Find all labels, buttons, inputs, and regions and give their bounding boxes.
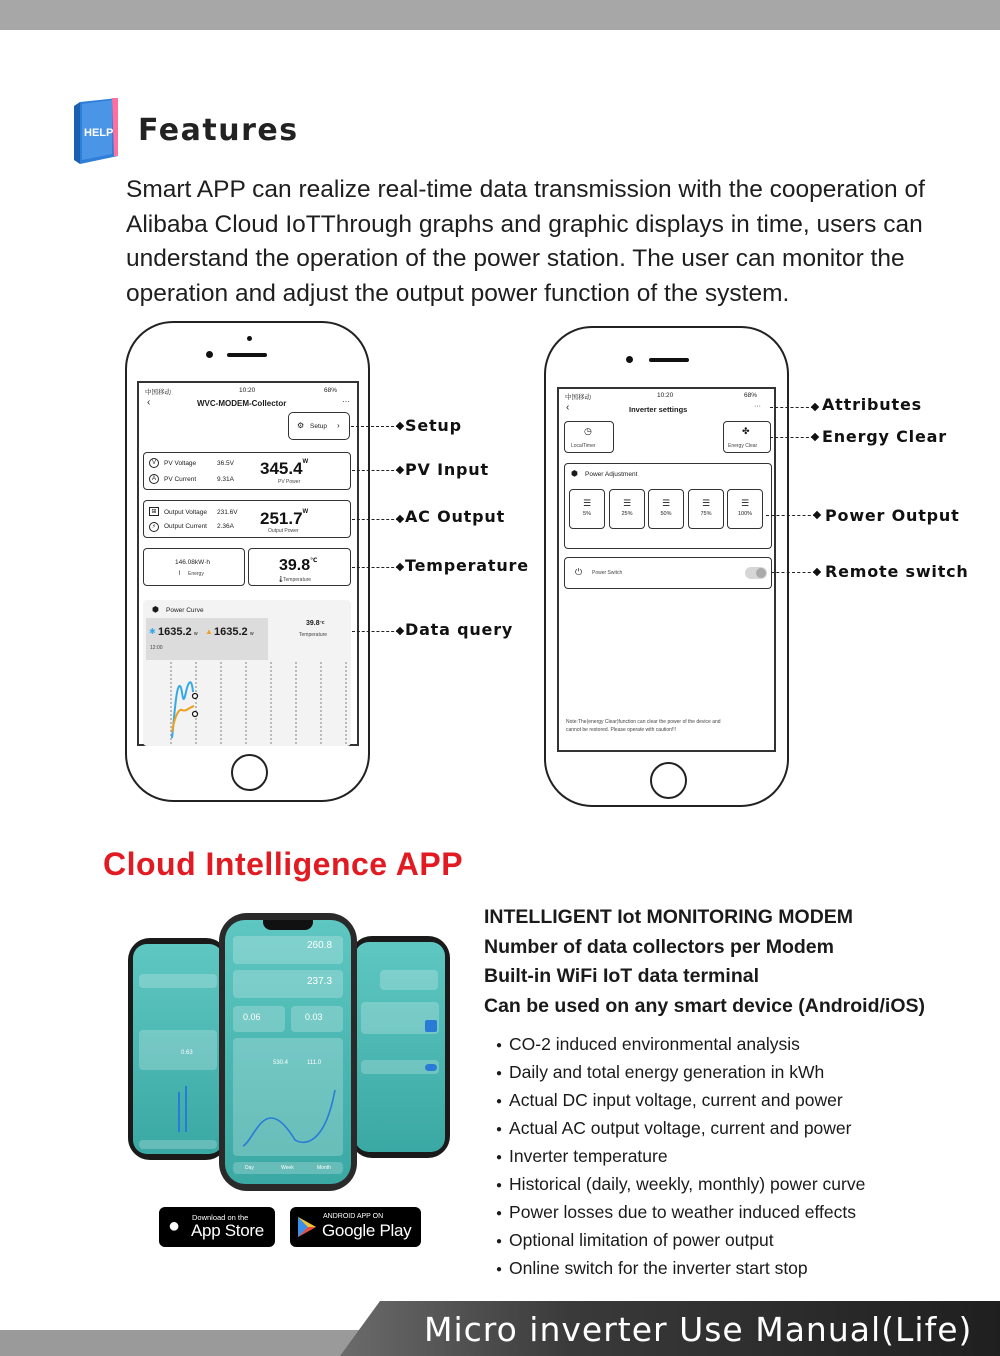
- feature-heading: Can be used on any smart device (Android/iOS): [484, 994, 926, 1017]
- callout-line-pv: [352, 470, 399, 471]
- power-icon: ⏻: [575, 567, 583, 577]
- gear-icon: ⚙: [297, 421, 305, 430]
- callout-line-query: [352, 631, 399, 632]
- callout-setup: Setup: [405, 416, 462, 435]
- setup-label: Setup: [310, 423, 327, 430]
- app-store-line1: Download on the: [192, 1213, 249, 1222]
- status-time: 10:20: [657, 392, 674, 399]
- mockup-phone-right: [350, 936, 450, 1158]
- pv-power-value: 345.4: [260, 459, 303, 478]
- sliders-icon: ☰: [582, 498, 592, 508]
- nav-title: Inverter settings: [629, 405, 688, 414]
- mockup-pv-power: 260.8: [307, 940, 333, 951]
- callout-data-query: Data query: [405, 620, 514, 639]
- power-curve-title: Power Curve: [166, 607, 204, 614]
- curve-temp-value: 39.8: [306, 620, 320, 627]
- callout-remote-switch: Remote switch: [825, 562, 969, 581]
- power-25-button[interactable]: [609, 489, 645, 529]
- output-icon: ▲: [205, 627, 213, 636]
- list-item: ● Inverter temperature: [496, 1143, 865, 1171]
- list-item: ● Actual AC output voltage, current and power: [496, 1115, 865, 1143]
- phone-sensor: [206, 351, 213, 358]
- features-title: Features: [138, 113, 299, 148]
- app-store-line2: App Store: [191, 1221, 264, 1240]
- mockup-value-b: 0.03: [305, 1012, 323, 1022]
- power-100-button[interactable]: [727, 489, 763, 529]
- callout-line-attributes: [770, 407, 814, 408]
- pulse-icon: ⌇: [178, 571, 181, 577]
- percent-label: 5%: [583, 511, 591, 517]
- mockup-tab-month: Month: [317, 1165, 331, 1171]
- fan-icon: ✤: [742, 426, 750, 436]
- power-curve-header: [146, 618, 268, 660]
- callout-energy-clear: Energy Clear: [822, 427, 947, 446]
- power-curve-chart: [146, 662, 351, 746]
- footer-title: Micro inverter Use Manual(Life): [424, 1310, 973, 1349]
- callout-line-remote-switch: [771, 572, 816, 573]
- setup-button[interactable]: [288, 412, 350, 440]
- pv-power-unit: W: [302, 459, 309, 465]
- phone-speaker: [227, 353, 267, 357]
- status-carrier: 中国移动: [145, 389, 171, 396]
- mockup-curve-chart: [235, 1070, 341, 1150]
- energy-label: Energy: [188, 571, 204, 577]
- pv-card[interactable]: [143, 452, 351, 490]
- temperature-label: Temperature: [283, 577, 312, 583]
- more-icon[interactable]: ···: [342, 397, 350, 406]
- sliders-icon: ☰: [701, 498, 711, 508]
- home-button[interactable]: [231, 754, 268, 791]
- ac-output-card[interactable]: [143, 500, 351, 538]
- mockup-left-value: 0.63: [181, 1050, 193, 1056]
- back-icon[interactable]: ‹: [147, 397, 151, 408]
- output-voltage-label: Output Voltage: [164, 509, 208, 516]
- output-current-value: 2.36A: [217, 523, 234, 530]
- temperature-unit: ℃: [310, 558, 318, 564]
- callout-attributes: Attributes: [822, 395, 922, 414]
- mockup-tab-day: Day: [245, 1165, 254, 1171]
- list-item: ● Power losses due to weather induced effects: [496, 1199, 865, 1227]
- mockup-tab-week: Week: [281, 1165, 294, 1171]
- apple-icon: ●: [168, 1215, 181, 1237]
- help-badge-text: HELP: [84, 127, 114, 139]
- list-item: ● Actual DC input voltage, current and power: [496, 1087, 865, 1115]
- cube-icon: ⬢: [571, 469, 578, 478]
- energy-card[interactable]: [143, 548, 245, 586]
- curve-out-unit: w: [250, 631, 254, 637]
- feature-bullets: [496, 1031, 865, 1283]
- google-play-line1: ANDROID APP ON: [323, 1213, 384, 1220]
- power-switch-row: [564, 557, 772, 589]
- feature-heading: INTELLIGENT Iot MONITORING MODEM: [484, 906, 854, 928]
- power-75-button[interactable]: [688, 489, 724, 529]
- phone-speaker: [649, 358, 689, 362]
- callout-ac-output: AC Output: [405, 507, 506, 526]
- mockup-out-power: 237.3: [307, 976, 333, 987]
- feature-heading: Built-in WiFi IoT data terminal: [484, 965, 759, 987]
- solar-icon: ✱: [149, 627, 156, 636]
- local-timer-label: LocalTimer: [571, 443, 596, 449]
- curve-time: 12:00: [150, 645, 163, 651]
- sliders-icon: ☰: [661, 498, 671, 508]
- curve-pv-value: 1635.2: [158, 626, 192, 638]
- nav-title: WVC-MODEM-Collector: [197, 399, 287, 408]
- output-current-label: Output Current: [164, 523, 207, 530]
- percent-label: 50%: [660, 511, 672, 517]
- voltage-icon: V: [149, 458, 159, 468]
- list-item: ● Online switch for the inverter start stop: [496, 1255, 865, 1283]
- app-store-badge[interactable]: [159, 1207, 275, 1247]
- status-time: 10:20: [239, 387, 256, 394]
- list-item: ● CO-2 induced environmental analysis: [496, 1031, 865, 1059]
- list-item: ● Optional limitation of power output: [496, 1227, 865, 1255]
- help-book-icon: [72, 98, 122, 164]
- callout-line-energy-clear: [770, 437, 814, 438]
- status-carrier: 中国移动: [565, 394, 591, 401]
- callout-pv-input: PV Input: [405, 460, 489, 479]
- curve-temp-label: Temperature: [299, 632, 328, 638]
- callout-line-power-output: [766, 515, 816, 516]
- list-item: ● Daily and total energy generation in kWh: [496, 1059, 865, 1087]
- power-adjustment-title: Power Adjustment: [585, 471, 638, 478]
- lightning-icon: ⚡: [149, 522, 159, 532]
- mockup-curve-a: 530.4: [273, 1060, 289, 1066]
- callout-line-ac: [352, 519, 399, 520]
- pv-voltage-label: PV Voltage: [164, 460, 197, 467]
- thermometer-icon: 🌡: [277, 577, 285, 583]
- intro-paragraph: Smart APP can realize real-time data transmission with the cooperation of Alibaba Cloud IoTThrough graphs and graphic displays in time, users can understand the operation of the power station. The user can monitor the operation and adjust the output power function of the system.: [126, 176, 925, 307]
- temperature-card[interactable]: [248, 548, 351, 586]
- energy-value: 146.08kW·h: [175, 559, 211, 566]
- back-icon[interactable]: ‹: [566, 402, 570, 413]
- more-icon[interactable]: ···: [754, 403, 761, 410]
- feature-heading: Number of data collectors per Modem: [484, 935, 834, 958]
- cloud-app-title: Cloud Intelligence APP: [103, 846, 464, 882]
- top-bar: [0, 0, 1000, 30]
- feature-headings: [484, 903, 925, 1021]
- pv-current-label: PV Current: [164, 476, 197, 483]
- pv-voltage-value: 36.5V: [217, 460, 234, 467]
- energy-clear-label: Energy Clear: [728, 443, 758, 449]
- energy-clear-button[interactable]: [723, 421, 771, 453]
- percent-label: 100%: [737, 511, 753, 517]
- current-icon: A: [149, 474, 159, 484]
- callout-line-setup: [351, 426, 399, 427]
- callout-temperature: Temperature: [405, 556, 529, 575]
- power-switch-toggle[interactable]: [745, 567, 767, 579]
- status-battery: 68%: [744, 392, 758, 399]
- curve-out-value: 1635.2: [214, 626, 248, 638]
- pv-current-value: 9.31A: [217, 476, 234, 483]
- callout-power-output: Power Output: [825, 506, 960, 525]
- output-power-unit: W: [302, 509, 309, 515]
- inverter-settings-screen: [557, 387, 776, 752]
- power-switch-label: Power Switch: [592, 570, 623, 576]
- percent-label: 75%: [700, 511, 712, 517]
- sliders-icon: ☰: [622, 498, 632, 508]
- callout-line-temp: [352, 567, 399, 568]
- mockup-phone-left: [128, 938, 228, 1160]
- sliders-icon: ☰: [740, 498, 750, 508]
- temperature-value: 39.8: [279, 557, 311, 574]
- google-play-line2: Google Play: [322, 1221, 412, 1240]
- mockup-value-a: 0.06: [243, 1012, 261, 1022]
- curve-temp-unit: ℃: [319, 620, 325, 625]
- google-play-badge[interactable]: [290, 1207, 421, 1247]
- output-voltage-value: 231.6V: [217, 509, 238, 516]
- cube-icon: ⬢: [152, 605, 159, 614]
- chevron-right-icon: ›: [337, 421, 340, 430]
- ac-voltage-icon: ⊞: [149, 507, 159, 516]
- output-power-label: Output Power: [268, 528, 299, 534]
- phone-camera: [247, 336, 252, 341]
- mockup-phone-center: [219, 913, 357, 1191]
- mockup-curve-b: 111.0: [307, 1060, 322, 1066]
- local-timer-button[interactable]: [564, 421, 614, 453]
- clock-icon: ◷: [584, 426, 592, 436]
- pv-power-label: PV Power: [278, 479, 301, 485]
- energy-clear-note: Note:The(energy Clear)function can clear the power of the device and cannot be restored. Please operate with caution!!!: [566, 719, 721, 733]
- play-icon: [298, 1217, 316, 1237]
- percent-label: 25%: [621, 511, 633, 517]
- phone-sensor: [626, 356, 633, 363]
- output-power-value: 251.7: [260, 509, 303, 528]
- list-item: ● Historical (daily, weekly, monthly) power curve: [496, 1171, 865, 1199]
- power-50-button[interactable]: [648, 489, 684, 529]
- curve-pv-unit: w: [194, 631, 198, 637]
- power-5-button[interactable]: [569, 489, 605, 529]
- footer-gray-band: [0, 1330, 400, 1356]
- home-button[interactable]: [650, 762, 687, 799]
- status-battery: 68%: [324, 387, 338, 394]
